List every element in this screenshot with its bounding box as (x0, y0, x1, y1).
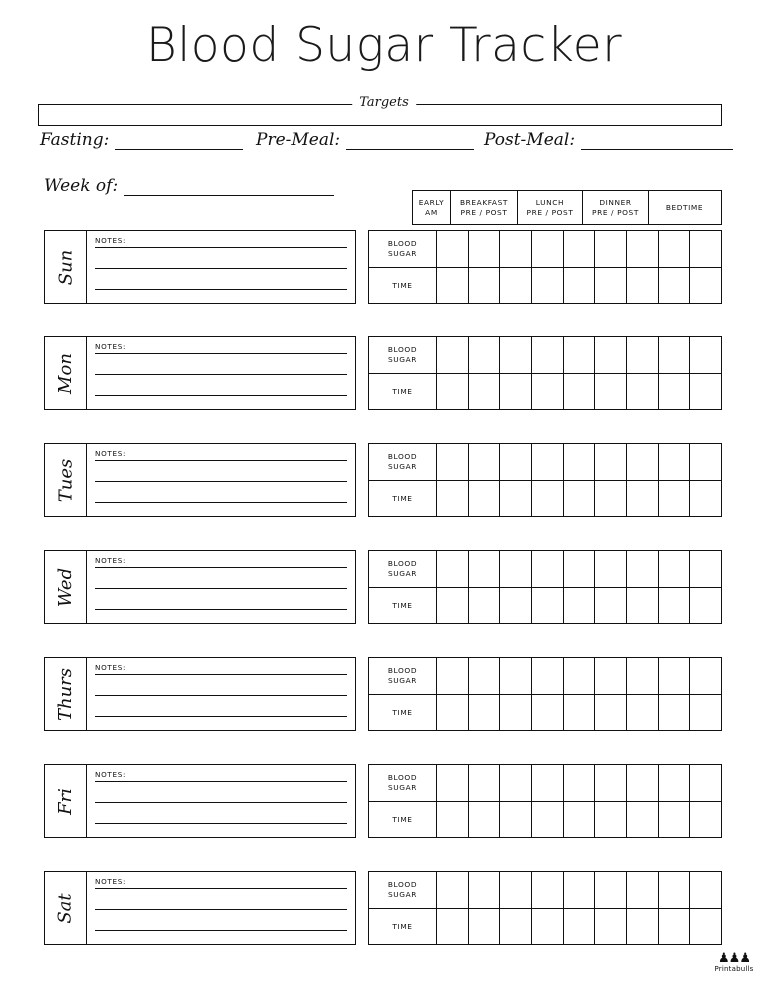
cell-bs-8-mon[interactable] (659, 337, 691, 373)
row-labels-thurs (369, 658, 437, 730)
cell-time-3-thurs[interactable] (500, 695, 532, 731)
notes-area-sun[interactable] (87, 231, 355, 303)
cell-bs-4-tues[interactable] (532, 444, 564, 480)
row-label-blood-sugar-line2-fri: SUGAR (387, 782, 418, 792)
cell-bs-2-mon[interactable] (469, 337, 501, 373)
row-label-blood-sugar-line2-wed: SUGAR (387, 568, 418, 578)
cell-time-3-tues[interactable] (500, 481, 532, 517)
day-label-cell-tues (45, 444, 87, 516)
day-label-fri: Fri (54, 787, 76, 815)
week-of-label: Week of: (44, 176, 119, 196)
cell-time-9-sat[interactable] (690, 909, 721, 945)
cell-time-1-tues[interactable] (437, 481, 469, 517)
cell-time-4-tues[interactable] (532, 481, 564, 517)
day-block-sun (44, 230, 722, 304)
cells-mon (437, 337, 721, 409)
cell-time-6-wed[interactable] (595, 588, 627, 624)
cell-time-8-tues[interactable] (659, 481, 691, 517)
cell-bs-7-thurs[interactable] (627, 658, 659, 694)
row-label-blood-sugar-thurs (369, 658, 436, 695)
row-label-blood-sugar-line1-mon: BLOOD (387, 345, 418, 355)
cell-time-1-sat[interactable] (437, 909, 469, 945)
cell-bs-9-wed[interactable] (690, 551, 721, 587)
day-label-cell-wed (45, 551, 87, 623)
row-label-blood-sugar-tues (369, 444, 436, 481)
cell-time-5-thurs[interactable] (564, 695, 596, 731)
column-header-lunch-line1: LUNCH (535, 197, 565, 207)
time-row-tues (437, 481, 721, 517)
row-label-blood-sugar-line2-thurs: SUGAR (387, 675, 418, 685)
cell-time-2-mon[interactable] (469, 374, 501, 410)
column-header-lunch-line2: PRE / POST (526, 207, 574, 217)
row-label-time-text-mon: TIME (392, 386, 413, 396)
cell-time-4-fri[interactable] (532, 802, 564, 838)
notes-panel-mon (44, 336, 356, 410)
cell-time-5-wed[interactable] (564, 588, 596, 624)
cell-time-2-fri[interactable] (469, 802, 501, 838)
row-label-blood-sugar-line1-wed: BLOOD (387, 559, 418, 569)
time-row-wed (437, 588, 721, 624)
cell-time-6-fri[interactable] (595, 802, 627, 838)
row-label-time-mon (369, 374, 436, 410)
column-header-breakfast-line1: BREAKFAST (459, 197, 508, 207)
cell-bs-6-fri[interactable] (595, 765, 627, 801)
cell-bs-2-fri[interactable] (469, 765, 501, 801)
page-title: Blood Sugar Tracker (145, 18, 623, 73)
cell-time-6-tues[interactable] (595, 481, 627, 517)
cell-bs-1-wed[interactable] (437, 551, 469, 587)
cell-bs-1-fri[interactable] (437, 765, 469, 801)
day-label-sun: Sun (55, 249, 76, 285)
notes-line-1-wed[interactable] (95, 567, 347, 568)
row-labels-sat (369, 872, 437, 944)
cell-time-3-sat[interactable] (500, 909, 532, 945)
target-label-post-meal: Post-Meal: (484, 130, 576, 150)
row-label-time-text-sun: TIME (392, 280, 413, 290)
cell-bs-1-mon[interactable] (437, 337, 469, 373)
cell-time-1-sun[interactable] (437, 268, 469, 304)
cell-time-6-mon[interactable] (595, 374, 627, 410)
row-labels-wed (369, 551, 437, 623)
blood-sugar-row-thurs (437, 658, 721, 695)
cell-time-8-mon[interactable] (659, 374, 691, 410)
cell-time-4-wed[interactable] (532, 588, 564, 624)
cells-fri (437, 765, 721, 837)
cell-bs-8-thurs[interactable] (659, 658, 691, 694)
cell-time-8-fri[interactable] (659, 802, 691, 838)
cell-bs-7-sat[interactable] (627, 872, 659, 908)
notes-line-3-tues[interactable] (95, 502, 347, 503)
day-label-thurs: Thurs (55, 667, 77, 721)
cell-bs-4-sat[interactable] (532, 872, 564, 908)
cell-bs-9-sun[interactable] (690, 231, 721, 267)
cell-bs-9-tues[interactable] (690, 444, 721, 480)
cell-time-4-mon[interactable] (532, 374, 564, 410)
day-block-fri (44, 764, 722, 838)
cell-bs-1-thurs[interactable] (437, 658, 469, 694)
notes-line-3-mon[interactable] (95, 395, 347, 396)
target-field-pre-meal[interactable] (256, 130, 474, 150)
notes-label-mon: NOTES: (95, 342, 127, 351)
targets-fields (40, 130, 730, 156)
cells-tues (437, 444, 721, 516)
cell-time-5-sun[interactable] (564, 268, 596, 304)
row-label-blood-sugar-sun (369, 231, 436, 268)
day-block-wed (44, 550, 722, 624)
row-label-time-sat (369, 909, 436, 945)
day-label-cell-mon (45, 337, 87, 409)
day-label-wed: Wed (55, 567, 76, 607)
cell-time-2-tues[interactable] (469, 481, 501, 517)
day-label-cell-thurs (45, 658, 87, 730)
cell-bs-3-mon[interactable] (500, 337, 532, 373)
notes-panel-wed (44, 550, 356, 624)
notes-panel-fri (44, 764, 356, 838)
week-of-input[interactable] (124, 178, 334, 196)
cell-time-7-thurs[interactable] (627, 695, 659, 731)
cell-bs-4-mon[interactable] (532, 337, 564, 373)
blood-sugar-row-sat (437, 872, 721, 909)
footer-brand (706, 952, 762, 973)
notes-line-3-wed[interactable] (95, 609, 347, 610)
row-labels-tues (369, 444, 437, 516)
notes-line-3-sat[interactable] (95, 930, 347, 931)
footer-brand-text: Printabulls (714, 965, 754, 973)
cell-bs-9-thurs[interactable] (690, 658, 721, 694)
cell-time-1-mon[interactable] (437, 374, 469, 410)
day-label-mon: Mon (55, 352, 76, 394)
day-block-mon (44, 336, 722, 410)
row-label-time-fri (369, 802, 436, 838)
column-header-row (412, 190, 722, 225)
cell-time-9-tues[interactable] (690, 481, 721, 517)
cell-time-9-sun[interactable] (690, 268, 721, 304)
row-label-time-tues (369, 481, 436, 517)
notes-panel-tues (44, 443, 356, 517)
row-label-time-text-thurs: TIME (392, 707, 413, 717)
notes-area-fri[interactable] (87, 765, 355, 837)
cell-time-2-wed[interactable] (469, 588, 501, 624)
cell-bs-7-fri[interactable] (627, 765, 659, 801)
cell-bs-7-wed[interactable] (627, 551, 659, 587)
notes-line-2-thurs[interactable] (95, 695, 347, 696)
cell-bs-2-wed[interactable] (469, 551, 501, 587)
cell-time-3-wed[interactable] (500, 588, 532, 624)
time-row-sat (437, 909, 721, 945)
readings-grid-tues (368, 443, 722, 517)
cell-time-5-sat[interactable] (564, 909, 596, 945)
cell-time-8-wed[interactable] (659, 588, 691, 624)
cell-time-4-sat[interactable] (532, 909, 564, 945)
row-label-blood-sugar-wed (369, 551, 436, 588)
column-header-dinner-line1: DINNER (599, 197, 632, 207)
notes-panel-sun (44, 230, 356, 304)
target-input-fasting[interactable] (115, 132, 243, 150)
readings-grid-sat (368, 871, 722, 945)
notes-area-tues[interactable] (87, 444, 355, 516)
targets-section-label: Targets (352, 95, 416, 110)
cell-bs-5-mon[interactable] (564, 337, 596, 373)
cell-bs-6-sat[interactable] (595, 872, 627, 908)
cell-time-7-wed[interactable] (627, 588, 659, 624)
row-label-time-text-sat: TIME (392, 921, 413, 931)
notes-line-1-mon[interactable] (95, 353, 347, 354)
time-row-mon (437, 374, 721, 410)
cell-time-7-mon[interactable] (627, 374, 659, 410)
cell-bs-7-tues[interactable] (627, 444, 659, 480)
day-block-sat (44, 871, 722, 945)
time-row-sun (437, 268, 721, 304)
blood-sugar-row-fri (437, 765, 721, 802)
notes-area-thurs[interactable] (87, 658, 355, 730)
row-label-blood-sugar-line1-fri: BLOOD (387, 773, 418, 783)
row-label-blood-sugar-line2-sun: SUGAR (387, 248, 418, 258)
cell-time-3-fri[interactable] (500, 802, 532, 838)
time-row-thurs (437, 695, 721, 731)
target-field-fasting[interactable] (40, 130, 243, 150)
row-labels-mon (369, 337, 437, 409)
notes-line-3-fri[interactable] (95, 823, 347, 824)
blood-sugar-row-sun (437, 231, 721, 268)
cell-time-2-sun[interactable] (469, 268, 501, 304)
target-label-fasting: Fasting: (40, 130, 110, 150)
day-label-tues: Tues (55, 458, 76, 502)
cell-time-9-mon[interactable] (690, 374, 721, 410)
column-header-lunch (518, 191, 583, 224)
notes-label-sun: NOTES: (95, 236, 127, 245)
day-label-sat: Sat (54, 892, 76, 924)
column-header-bedtime-line1: BEDTIME (665, 202, 704, 212)
column-header-early-am (413, 191, 451, 224)
cell-time-4-thurs[interactable] (532, 695, 564, 731)
notes-line-2-mon[interactable] (95, 374, 347, 375)
cell-bs-5-sat[interactable] (564, 872, 596, 908)
notes-label-thurs: NOTES: (95, 663, 127, 672)
cell-time-7-fri[interactable] (627, 802, 659, 838)
blood-sugar-row-tues (437, 444, 721, 481)
cells-thurs (437, 658, 721, 730)
target-input-pre-meal[interactable] (346, 132, 474, 150)
row-label-time-text-wed: TIME (392, 600, 413, 610)
cell-time-1-thurs[interactable] (437, 695, 469, 731)
cell-time-8-thurs[interactable] (659, 695, 691, 731)
notes-label-wed: NOTES: (95, 556, 127, 565)
notes-area-mon[interactable] (87, 337, 355, 409)
time-row-fri (437, 802, 721, 838)
notes-line-3-thurs[interactable] (95, 716, 347, 717)
row-label-blood-sugar-line2-sat: SUGAR (387, 889, 418, 899)
week-of-field[interactable] (44, 176, 334, 196)
cell-bs-4-sun[interactable] (532, 231, 564, 267)
cell-bs-5-wed[interactable] (564, 551, 596, 587)
cell-bs-6-tues[interactable] (595, 444, 627, 480)
cell-time-4-sun[interactable] (532, 268, 564, 304)
notes-label-sat: NOTES: (95, 877, 127, 886)
row-labels-fri (369, 765, 437, 837)
column-header-breakfast (451, 191, 518, 224)
day-block-thurs (44, 657, 722, 731)
row-label-blood-sugar-mon (369, 337, 436, 374)
cell-time-6-thurs[interactable] (595, 695, 627, 731)
printabulls-logo-icon: ♟♟♟ (718, 950, 750, 965)
row-label-blood-sugar-line1-thurs: BLOOD (387, 666, 418, 676)
notes-line-1-sun[interactable] (95, 247, 347, 248)
cell-time-7-sat[interactable] (627, 909, 659, 945)
column-header-early-am-line1: EARLY (418, 197, 445, 207)
column-header-breakfast-line2: PRE / POST (460, 207, 508, 217)
row-label-blood-sugar-sat (369, 872, 436, 909)
notes-line-1-fri[interactable] (95, 781, 347, 782)
blood-sugar-row-wed (437, 551, 721, 588)
notes-line-1-sat[interactable] (95, 888, 347, 889)
row-labels-sun (369, 231, 437, 303)
blood-sugar-row-mon (437, 337, 721, 374)
row-label-blood-sugar-line1-tues: BLOOD (387, 452, 418, 462)
row-label-time-text-tues: TIME (392, 493, 413, 503)
cell-bs-8-wed[interactable] (659, 551, 691, 587)
cell-bs-3-thurs[interactable] (500, 658, 532, 694)
cell-bs-4-thurs[interactable] (532, 658, 564, 694)
cell-time-1-fri[interactable] (437, 802, 469, 838)
notes-label-tues: NOTES: (95, 449, 127, 458)
cell-time-1-wed[interactable] (437, 588, 469, 624)
cell-bs-6-sun[interactable] (595, 231, 627, 267)
row-label-blood-sugar-line2-mon: SUGAR (387, 354, 418, 364)
row-label-blood-sugar-line2-tues: SUGAR (387, 461, 418, 471)
notes-panel-sat (44, 871, 356, 945)
cell-bs-2-sat[interactable] (469, 872, 501, 908)
cell-time-9-fri[interactable] (690, 802, 721, 838)
cell-time-6-sat[interactable] (595, 909, 627, 945)
cell-bs-6-wed[interactable] (595, 551, 627, 587)
cell-time-7-sun[interactable] (627, 268, 659, 304)
cells-sat (437, 872, 721, 944)
cells-sun (437, 231, 721, 303)
row-label-blood-sugar-line1-sat: BLOOD (387, 880, 418, 890)
cell-time-7-tues[interactable] (627, 481, 659, 517)
cell-time-3-sun[interactable] (500, 268, 532, 304)
cell-time-3-mon[interactable] (500, 374, 532, 410)
readings-grid-wed (368, 550, 722, 624)
cell-time-8-sun[interactable] (659, 268, 691, 304)
cell-bs-5-sun[interactable] (564, 231, 596, 267)
notes-area-sat[interactable] (87, 872, 355, 944)
cell-time-6-sun[interactable] (595, 268, 627, 304)
cell-time-2-thurs[interactable] (469, 695, 501, 731)
notes-panel-thurs (44, 657, 356, 731)
readings-grid-fri (368, 764, 722, 838)
row-label-time-text-fri: TIME (392, 814, 413, 824)
day-label-cell-sat (45, 872, 87, 944)
cell-bs-9-fri[interactable] (690, 765, 721, 801)
cell-time-9-wed[interactable] (690, 588, 721, 624)
day-block-tues (44, 443, 722, 517)
cell-bs-8-tues[interactable] (659, 444, 691, 480)
column-header-dinner (583, 191, 649, 224)
day-label-cell-fri (45, 765, 87, 837)
notes-line-3-sun[interactable] (95, 289, 347, 290)
cell-bs-5-tues[interactable] (564, 444, 596, 480)
notes-line-2-sun[interactable] (95, 268, 347, 269)
cell-bs-2-thurs[interactable] (469, 658, 501, 694)
cell-bs-8-fri[interactable] (659, 765, 691, 801)
column-header-bedtime (649, 191, 720, 224)
cells-wed (437, 551, 721, 623)
notes-line-2-fri[interactable] (95, 802, 347, 803)
cell-bs-6-mon[interactable] (595, 337, 627, 373)
notes-line-2-sat[interactable] (95, 909, 347, 910)
cell-time-5-tues[interactable] (564, 481, 596, 517)
readings-grid-mon (368, 336, 722, 410)
row-label-time-thurs (369, 695, 436, 731)
notes-line-2-tues[interactable] (95, 481, 347, 482)
column-header-dinner-line2: PRE / POST (592, 207, 639, 217)
cell-bs-8-sat[interactable] (659, 872, 691, 908)
row-label-blood-sugar-fri (369, 765, 436, 802)
cell-bs-1-sat[interactable] (437, 872, 469, 908)
cell-bs-5-fri[interactable] (564, 765, 596, 801)
cell-time-2-sat[interactable] (469, 909, 501, 945)
cell-bs-7-sun[interactable] (627, 231, 659, 267)
day-label-cell-sun (45, 231, 87, 303)
readings-grid-thurs (368, 657, 722, 731)
cell-bs-3-sun[interactable] (500, 231, 532, 267)
target-field-post-meal[interactable] (484, 130, 733, 150)
cell-bs-9-sat[interactable] (690, 872, 721, 908)
readings-grid-sun (368, 230, 722, 304)
cell-bs-2-tues[interactable] (469, 444, 501, 480)
row-label-time-sun (369, 268, 436, 304)
cell-bs-3-fri[interactable] (500, 765, 532, 801)
cell-bs-8-sun[interactable] (659, 231, 691, 267)
cell-time-8-sat[interactable] (659, 909, 691, 945)
notes-line-2-wed[interactable] (95, 588, 347, 589)
cell-bs-3-sat[interactable] (500, 872, 532, 908)
column-header-early-am-line2: AM (425, 207, 438, 217)
cell-bs-4-fri[interactable] (532, 765, 564, 801)
cell-bs-5-thurs[interactable] (564, 658, 596, 694)
cell-bs-9-mon[interactable] (690, 337, 721, 373)
cell-bs-1-sun[interactable] (437, 231, 469, 267)
target-input-post-meal[interactable] (581, 132, 733, 150)
cell-bs-1-tues[interactable] (437, 444, 469, 480)
cell-time-5-mon[interactable] (564, 374, 596, 410)
cell-time-5-fri[interactable] (564, 802, 596, 838)
cell-bs-3-tues[interactable] (500, 444, 532, 480)
cell-bs-7-mon[interactable] (627, 337, 659, 373)
row-label-time-wed (369, 588, 436, 624)
notes-label-fri: NOTES: (95, 770, 127, 779)
notes-line-1-thurs[interactable] (95, 674, 347, 675)
cell-bs-2-sun[interactable] (469, 231, 501, 267)
cell-bs-3-wed[interactable] (500, 551, 532, 587)
notes-line-1-tues[interactable] (95, 460, 347, 461)
row-label-blood-sugar-line1-sun: BLOOD (387, 239, 418, 249)
target-label-pre-meal: Pre-Meal: (256, 130, 341, 150)
notes-area-wed[interactable] (87, 551, 355, 623)
cell-time-9-thurs[interactable] (690, 695, 721, 731)
cell-bs-4-wed[interactable] (532, 551, 564, 587)
cell-bs-6-thurs[interactable] (595, 658, 627, 694)
